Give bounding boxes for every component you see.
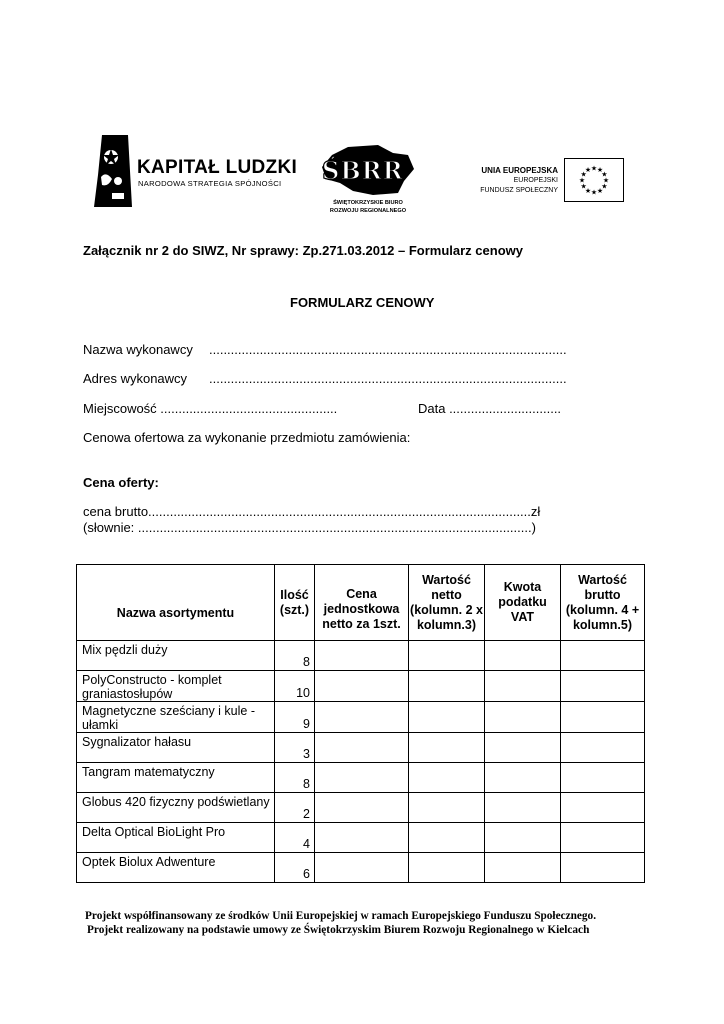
footer-line2: Projekt realizowany na podstawie umowy ze Świętokrzyskim Biurem Rozwoju Regionalnego w Kielcach — [87, 924, 590, 936]
cell-item-qty: 8 — [275, 763, 315, 793]
date-field: Data ............................... — [418, 401, 562, 416]
cell-item-name: Tangram matematyczny — [77, 763, 275, 793]
kapital-ludzki-title: KAPITAŁ LUDZKI — [137, 157, 298, 178]
table-row — [77, 823, 645, 853]
cell-vat[interactable] — [485, 853, 561, 883]
cell-vat[interactable] — [485, 793, 561, 823]
cell-net-value[interactable] — [409, 853, 485, 883]
eu-star-icon: ★ — [596, 167, 604, 175]
cell-item-qty: 2 — [275, 793, 315, 823]
cell-unit-price[interactable] — [315, 641, 409, 671]
eu-star-icon: ★ — [580, 171, 587, 179]
table-row — [77, 641, 645, 671]
cell-item-name: Delta Optical BioLight Pro — [77, 823, 275, 853]
col-header-qty: Ilość (szt.) — [275, 565, 315, 641]
eu-star-icon: ★ — [584, 187, 592, 195]
locality-field: Miejscowość ................................................. — [83, 401, 338, 416]
table-row — [77, 793, 645, 823]
kapital-ludzki-emblem-icon — [92, 135, 132, 207]
sbrr-line2: ROZWOJU REGIONALNEGO — [329, 208, 407, 214]
table-row — [77, 763, 645, 793]
cell-unit-price[interactable] — [315, 853, 409, 883]
cell-item-qty: 9 — [275, 702, 315, 733]
cell-item-qty: 3 — [275, 733, 315, 763]
eu-star-icon: ★ — [578, 177, 586, 185]
gross-price-field: cena brutto..........................................................................................................zł — [83, 504, 541, 519]
sbrr-title: ŚBRR — [322, 156, 404, 185]
cell-item-name: Magnetyczne sześciany i kule - ułamki — [77, 702, 275, 733]
table-row — [77, 702, 645, 733]
kapital-ludzki-logo — [92, 135, 298, 207]
eu-star-icon: ★ — [590, 189, 598, 197]
cell-item-name: Sygnalizator hałasu — [77, 733, 275, 763]
offer-price-heading: Cena oferty: — [83, 475, 159, 490]
eu-line1: UNIA EUROPEJSKA — [481, 166, 558, 175]
cell-item-qty: 4 — [275, 823, 315, 853]
sbrr-logo — [318, 145, 418, 220]
table-header-row — [77, 565, 645, 641]
form-title: FORMULARZ CENOWY — [290, 295, 435, 310]
eu-star-icon: ★ — [596, 187, 604, 195]
cell-item-name: Mix pędzli duży — [77, 641, 275, 671]
footer-line1: Projekt współfinansowany ze środków Unii Europejskiej w ramach Europejskiego Funduszu Społecznego. — [85, 910, 597, 922]
eu-star-icon: ★ — [601, 183, 608, 191]
col-header-vat: Kwota podatku VAT — [485, 565, 561, 641]
col-header-net-value: Wartość netto (kolumn. 2 x kolumn.3) — [409, 565, 485, 641]
cell-net-value[interactable] — [409, 733, 485, 763]
cell-item-name: Optek Biolux Adwenture — [77, 853, 275, 883]
cell-item-qty: 8 — [275, 641, 315, 671]
eu-line2: EUROPEJSKI — [513, 177, 558, 184]
col-header-name: Nazwa asortymentu — [77, 565, 275, 641]
cell-net-value[interactable] — [409, 641, 485, 671]
cell-item-name: PolyConstructo - komplet graniastosłupów — [77, 671, 275, 702]
sbrr-line1: ŚWIĘTOKRZYSKIE BIURO — [333, 200, 403, 206]
kapital-ludzki-subtitle: NARODOWA STRATEGIA SPÓJNOŚCI — [138, 179, 282, 188]
cell-unit-price[interactable] — [315, 823, 409, 853]
table-row — [77, 853, 645, 883]
eu-star-icon: ★ — [601, 171, 608, 179]
table-row — [77, 733, 645, 763]
eu-stars-icon — [565, 159, 623, 201]
contractor-name-field: ................................................................................................... — [209, 342, 567, 357]
cell-net-value[interactable] — [409, 793, 485, 823]
cell-unit-price[interactable] — [315, 702, 409, 733]
cell-gross-value[interactable] — [561, 763, 645, 793]
eu-flag-icon — [564, 158, 624, 202]
cell-vat[interactable] — [485, 733, 561, 763]
cell-net-value[interactable] — [409, 763, 485, 793]
eu-star-icon: ★ — [590, 165, 598, 173]
annex-title: Załącznik nr 2 do SIWZ, Nr sprawy: Zp.271.03.2012 – Formularz cenowy — [83, 243, 523, 258]
cell-vat[interactable] — [485, 671, 561, 702]
cell-vat[interactable] — [485, 641, 561, 671]
contractor-address-label: Adres wykonawcy — [83, 371, 188, 386]
cell-gross-value[interactable] — [561, 671, 645, 702]
cell-vat[interactable] — [485, 702, 561, 733]
cell-item-qty: 10 — [275, 671, 315, 702]
cell-gross-value[interactable] — [561, 733, 645, 763]
price-table — [76, 564, 645, 883]
cell-unit-price[interactable] — [315, 763, 409, 793]
cell-unit-price[interactable] — [315, 671, 409, 702]
cell-gross-value[interactable] — [561, 853, 645, 883]
eu-line3: FUNDUSZ SPOŁECZNY — [480, 187, 558, 194]
cell-net-value[interactable] — [409, 671, 485, 702]
cell-vat[interactable] — [485, 763, 561, 793]
offer-intro: Cenowa ofertowa za wykonanie przedmiotu zamówienia: — [83, 430, 411, 445]
cell-gross-value[interactable] — [561, 823, 645, 853]
contractor-name-label: Nazwa wykonawcy — [83, 342, 193, 357]
col-header-unit-price: Cena jednostkowa netto za 1szt. — [315, 565, 409, 641]
cell-unit-price[interactable] — [315, 733, 409, 763]
eu-star-icon: ★ — [602, 177, 610, 185]
eu-star-icon: ★ — [584, 167, 592, 175]
cell-unit-price[interactable] — [315, 793, 409, 823]
cell-vat[interactable] — [485, 823, 561, 853]
cell-gross-value[interactable] — [561, 702, 645, 733]
cell-item-name: Globus 420 fizyczny podświetlany — [77, 793, 275, 823]
eu-star-icon: ★ — [580, 183, 587, 191]
cell-gross-value[interactable] — [561, 641, 645, 671]
cell-net-value[interactable] — [409, 702, 485, 733]
cell-gross-value[interactable] — [561, 793, 645, 823]
col-header-gross-value: Wartość brutto (kolumn. 4 + kolumn.5) — [561, 565, 645, 641]
contractor-address-field: ................................................................................................... — [209, 371, 567, 386]
eu-logo-text — [470, 166, 558, 196]
cell-item-qty: 6 — [275, 853, 315, 883]
gross-price-in-words: (słownie: .............................................................................................................) — [83, 520, 536, 535]
table-row — [77, 671, 645, 702]
cell-net-value[interactable] — [409, 823, 485, 853]
